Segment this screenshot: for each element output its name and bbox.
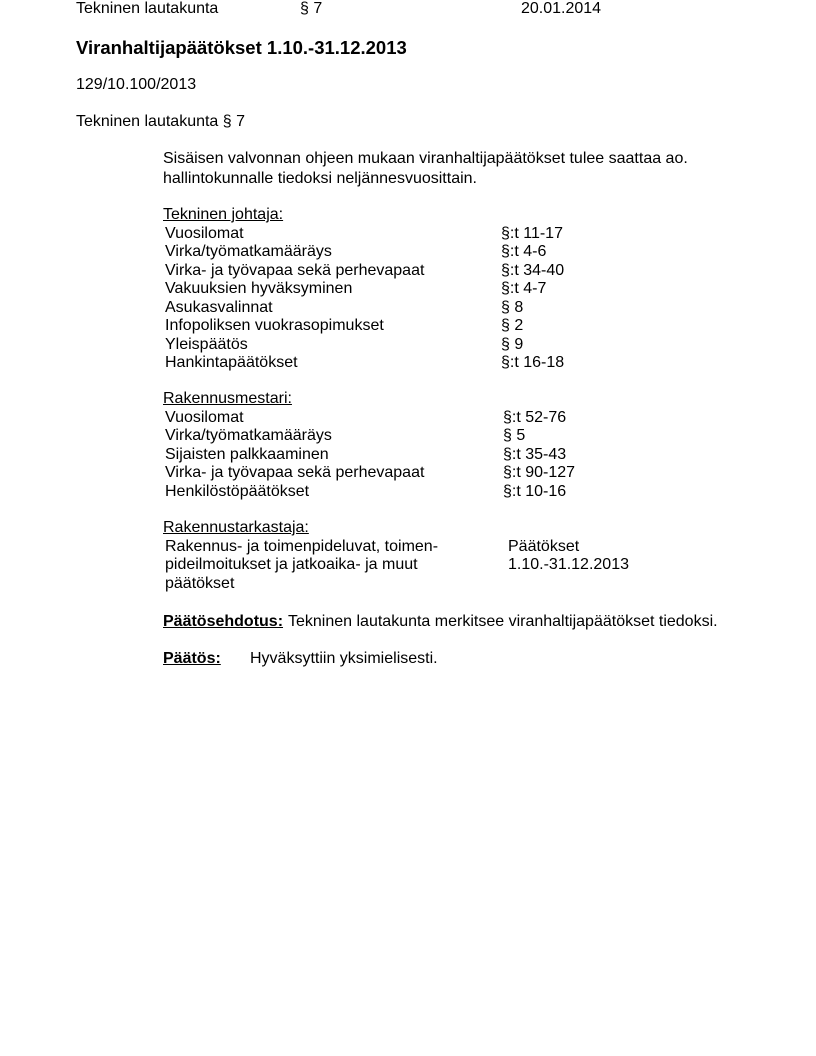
item-label: Yleispäätös: [165, 335, 248, 353]
page-title: Viranhaltijapäätökset 1.10.-31.12.2013: [76, 37, 407, 58]
inspector-heading: Rakennustarkastaja:: [163, 519, 309, 536]
item-label: Virka- ja työvapaa sekä perhevapaat: [165, 261, 425, 279]
item-label: Infopoliksen vuokrasopimukset: [165, 317, 384, 334]
item-ref: §:t 11-17: [501, 224, 563, 242]
item-ref: §:t 16-18: [501, 354, 565, 371]
item-ref: §:t 34-40: [501, 261, 565, 279]
inspector-label-line: Rakennus- ja toimenpideluvat, toimen-: [165, 538, 439, 555]
inspector-ref-line: 1.10.-31.12.2013: [508, 556, 629, 573]
item-label: Vakuuksien hyväksyminen: [165, 280, 353, 297]
subheading: Tekninen lautakunta § 7: [76, 113, 246, 130]
item-ref: § 8: [501, 298, 524, 316]
item-ref: §:t 10-16: [503, 482, 567, 500]
item-label: Virka/työmatkamääräys: [165, 243, 332, 260]
group-heading: Tekninen johtaja:: [163, 206, 284, 223]
proposal-label: Päätösehdotus:: [163, 613, 284, 630]
record-number: 129/10.100/2013: [76, 76, 197, 93]
header-body: Tekninen lautakunta: [76, 0, 219, 17]
item-ref: §:t 90-127: [503, 464, 576, 481]
inspector-ref-line: Päätökset: [508, 538, 580, 555]
decision-label: Päätös:: [163, 650, 221, 667]
item-label: Virka- ja työvapaa sekä perhevapaat: [165, 464, 425, 481]
item-ref: § 5: [503, 427, 526, 444]
intro-line: Sisäisen valvonnan ohjeen mukaan viranhaltijapäätökset tulee saattaa ao.: [163, 150, 688, 167]
decision-text: Hyväksyttiin yksimielisesti.: [250, 650, 438, 667]
inspector-label-line: pideilmoitukset ja jatkoaika- ja muut: [165, 556, 418, 573]
item-ref: §:t 4-7: [501, 280, 547, 297]
item-ref: §:t 35-43: [503, 445, 567, 463]
item-label: Virka/työmatkamääräys: [165, 427, 332, 444]
item-ref: § 9: [501, 335, 524, 353]
item-label: Vuosilomat: [165, 408, 244, 426]
item-ref: §:t 4-6: [501, 243, 547, 260]
item-label: Vuosilomat: [165, 224, 244, 242]
item-label: Henkilöstöpäätökset: [165, 482, 310, 500]
proposal-text: Tekninen lautakunta merkitsee viranhaltijapäätökset tiedoksi.: [288, 613, 718, 630]
intro-line: hallintokunnalle tiedoksi neljännesvuosittain.: [163, 170, 477, 187]
item-ref: §:t 52-76: [503, 408, 567, 426]
header-section: § 7: [300, 0, 323, 17]
item-label: Asukasvalinnat: [165, 298, 273, 316]
item-label: Sijaisten palkkaaminen: [165, 445, 329, 463]
group-heading: Rakennusmestari:: [163, 390, 292, 407]
item-ref: § 2: [501, 317, 524, 334]
header-date: 20.01.2014: [521, 0, 602, 17]
item-label: Hankintapäätökset: [165, 354, 298, 371]
inspector-label-line: päätökset: [165, 575, 235, 592]
